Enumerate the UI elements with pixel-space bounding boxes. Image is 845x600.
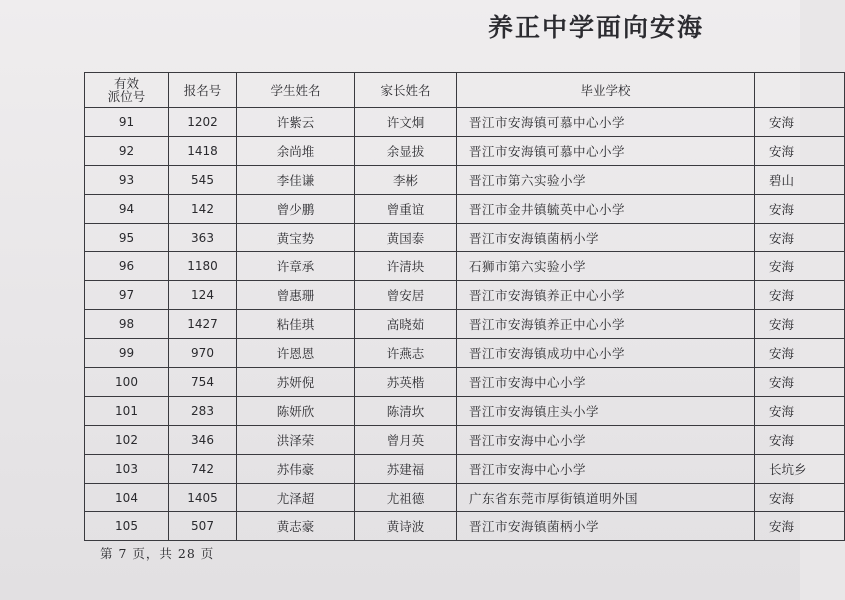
registration-number-cell: 124 xyxy=(169,281,237,310)
page-footer: 第 7 页，共 28 页 xyxy=(100,546,215,561)
header-cut-off xyxy=(755,73,845,108)
lottery-number-cell: 96 xyxy=(85,252,169,281)
student-name-cell: 尤泽超 xyxy=(237,483,355,512)
student-name-cell: 苏伟豪 xyxy=(237,454,355,483)
graduation-school-cell: 晋江市安海镇养正中心小学 xyxy=(457,281,755,310)
lottery-number-cell: 105 xyxy=(85,512,169,541)
header-lottery-number: 有效 派位号 xyxy=(85,73,169,108)
table-row xyxy=(85,108,845,137)
graduation-school-cell: 晋江市安海中心小学 xyxy=(457,368,755,397)
cut-off-cell: 安海 xyxy=(755,425,845,454)
registration-number-cell: 1180 xyxy=(169,252,237,281)
lottery-number-cell: 101 xyxy=(85,396,169,425)
cut-off-cell: 安海 xyxy=(755,339,845,368)
lottery-number-cell: 95 xyxy=(85,223,169,252)
parent-name-cell: 黄诗波 xyxy=(355,512,457,541)
table-row xyxy=(85,136,845,165)
parent-name-cell: 曾月英 xyxy=(355,425,457,454)
graduation-school-cell: 晋江市第六实验小学 xyxy=(457,165,755,194)
registration-number-cell: 363 xyxy=(169,223,237,252)
header-parent-name: 家长姓名 xyxy=(355,73,457,108)
parent-name-cell: 李彬 xyxy=(355,165,457,194)
lottery-number-cell: 92 xyxy=(85,136,169,165)
header-registration-number: 报名号 xyxy=(169,73,237,108)
student-name-cell: 苏妍倪 xyxy=(237,368,355,397)
registration-number-cell: 970 xyxy=(169,339,237,368)
parent-name-cell: 苏英楷 xyxy=(355,368,457,397)
cut-off-cell: 安海 xyxy=(755,512,845,541)
table-row xyxy=(85,396,845,425)
table-row xyxy=(85,339,845,368)
parent-name-cell: 尤祖德 xyxy=(355,483,457,512)
registration-number-cell: 1418 xyxy=(169,136,237,165)
registration-number-cell: 1427 xyxy=(169,310,237,339)
parent-name-cell: 陈清坎 xyxy=(355,396,457,425)
parent-name-cell: 许清块 xyxy=(355,252,457,281)
lottery-number-cell: 103 xyxy=(85,454,169,483)
student-name-cell: 曾少鹏 xyxy=(237,194,355,223)
header-student-name: 学生姓名 xyxy=(237,73,355,108)
registration-number-cell: 754 xyxy=(169,368,237,397)
parent-name-cell: 许燕志 xyxy=(355,339,457,368)
graduation-school-cell: 晋江市安海中心小学 xyxy=(457,454,755,483)
table-row xyxy=(85,194,845,223)
student-name-cell: 许恩恩 xyxy=(237,339,355,368)
student-name-cell: 洪泽荣 xyxy=(237,425,355,454)
table-row xyxy=(85,512,845,541)
document-title: 养正中学面向安海 xyxy=(488,13,705,42)
student-name-cell: 许章承 xyxy=(237,252,355,281)
table-row xyxy=(85,252,845,281)
parent-name-cell: 黄国泰 xyxy=(355,223,457,252)
student-name-cell: 李佳谦 xyxy=(237,165,355,194)
lottery-number-cell: 102 xyxy=(85,425,169,454)
table-header-row xyxy=(85,73,845,108)
cut-off-cell: 安海 xyxy=(755,194,845,223)
cut-off-cell: 安海 xyxy=(755,223,845,252)
student-name-cell: 黄志豪 xyxy=(237,512,355,541)
graduation-school-cell: 晋江市安海镇菌柄小学 xyxy=(457,223,755,252)
cut-off-cell: 长坑乡 xyxy=(755,454,845,483)
student-name-cell: 陈妍欣 xyxy=(237,396,355,425)
cut-off-cell: 安海 xyxy=(755,108,845,137)
table-row xyxy=(85,425,845,454)
student-name-cell: 余尚堆 xyxy=(237,136,355,165)
registration-number-cell: 1202 xyxy=(169,108,237,137)
registration-number-cell: 142 xyxy=(169,194,237,223)
student-list-table xyxy=(84,72,845,541)
lottery-number-cell: 98 xyxy=(85,310,169,339)
graduation-school-cell: 石狮市第六实验小学 xyxy=(457,252,755,281)
student-name-cell: 曾惠珊 xyxy=(237,281,355,310)
lottery-number-cell: 104 xyxy=(85,483,169,512)
graduation-school-cell: 晋江市安海镇可慕中心小学 xyxy=(457,108,755,137)
parent-name-cell: 曾安居 xyxy=(355,281,457,310)
graduation-school-cell: 晋江市金井镇毓英中心小学 xyxy=(457,194,755,223)
cut-off-cell: 安海 xyxy=(755,136,845,165)
table-row xyxy=(85,165,845,194)
student-name-cell: 粘佳琪 xyxy=(237,310,355,339)
lottery-number-cell: 93 xyxy=(85,165,169,194)
cut-off-cell: 碧山 xyxy=(755,165,845,194)
lottery-number-cell: 99 xyxy=(85,339,169,368)
cut-off-cell: 安海 xyxy=(755,310,845,339)
registration-number-cell: 742 xyxy=(169,454,237,483)
lottery-number-cell: 100 xyxy=(85,368,169,397)
registration-number-cell: 1405 xyxy=(169,483,237,512)
registration-number-cell: 507 xyxy=(169,512,237,541)
registration-number-cell: 346 xyxy=(169,425,237,454)
lottery-number-cell: 91 xyxy=(85,108,169,137)
table-row xyxy=(85,310,845,339)
registration-number-cell: 545 xyxy=(169,165,237,194)
table-row xyxy=(85,454,845,483)
cut-off-cell: 安海 xyxy=(755,483,845,512)
graduation-school-cell: 广东省东莞市厚街镇道明外国 xyxy=(457,483,755,512)
table-row xyxy=(85,483,845,512)
graduation-school-cell: 晋江市安海镇可慕中心小学 xyxy=(457,136,755,165)
table-row xyxy=(85,281,845,310)
lottery-number-cell: 94 xyxy=(85,194,169,223)
graduation-school-cell: 晋江市安海镇菌柄小学 xyxy=(457,512,755,541)
lottery-number-cell: 97 xyxy=(85,281,169,310)
graduation-school-cell: 晋江市安海镇养正中心小学 xyxy=(457,310,755,339)
parent-name-cell: 曾重谊 xyxy=(355,194,457,223)
header-graduation-school: 毕业学校 xyxy=(457,73,755,108)
graduation-school-cell: 晋江市安海中心小学 xyxy=(457,425,755,454)
parent-name-cell: 余显拔 xyxy=(355,136,457,165)
student-name-cell: 许紫云 xyxy=(237,108,355,137)
cut-off-cell: 安海 xyxy=(755,252,845,281)
graduation-school-cell: 晋江市安海镇成功中心小学 xyxy=(457,339,755,368)
cut-off-cell: 安海 xyxy=(755,396,845,425)
table-row xyxy=(85,223,845,252)
registration-number-cell: 283 xyxy=(169,396,237,425)
cut-off-cell: 安海 xyxy=(755,368,845,397)
parent-name-cell: 高晓茹 xyxy=(355,310,457,339)
parent-name-cell: 许文炯 xyxy=(355,108,457,137)
parent-name-cell: 苏建福 xyxy=(355,454,457,483)
cut-off-cell: 安海 xyxy=(755,281,845,310)
table-row xyxy=(85,368,845,397)
graduation-school-cell: 晋江市安海镇庄头小学 xyxy=(457,396,755,425)
student-name-cell: 黄宝势 xyxy=(237,223,355,252)
